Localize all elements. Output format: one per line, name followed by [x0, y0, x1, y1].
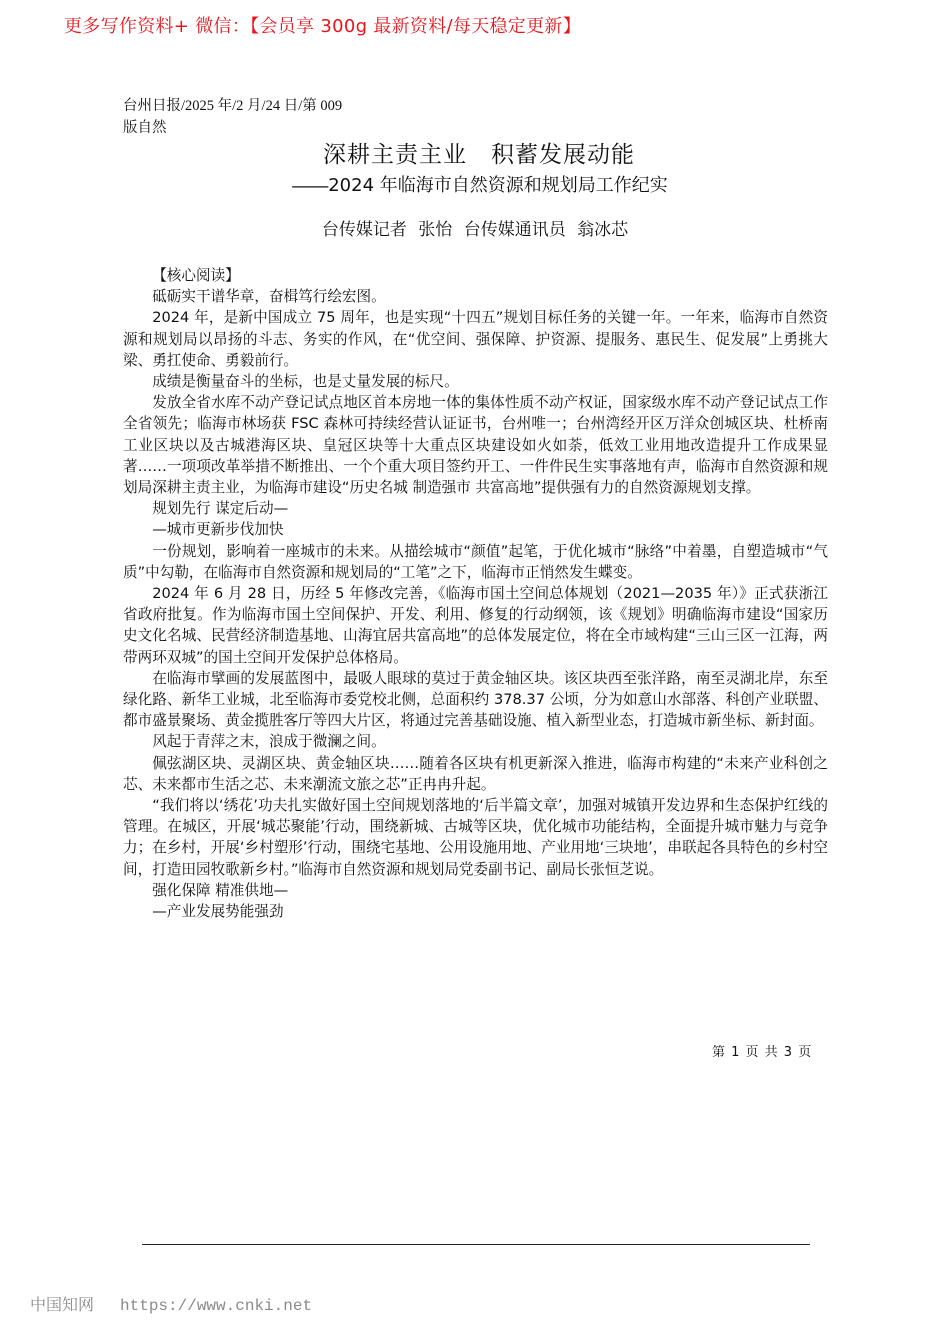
- paragraph: 在临海市擘画的发展蓝图中，最吸人眼球的莫过于黄金轴区块。该区块西至张洋路，南至灵湖北岸，东至绿化路、新华工业城，北至临海市委党校北侧，总面积约 378.37 公顷，分为如意山水部落、科创产业联盟、都市盛景聚场、黄金揽胜客厅等四大片区，将通过完善基础设施、植入新型业态，打造城市新坐标、新封面。: [123, 669, 828, 730]
- article-title-text: 深耕主责主业 积蓄发展动能: [323, 142, 635, 168]
- source-line-1: 台州日报/2025 年/2 月/24 日/第 009: [123, 98, 343, 114]
- paragraph: 成绩是衡量奋斗的坐标，也是丈量发展的标尺。: [152, 373, 459, 391]
- cnki-brand: 中国知网: [30, 1295, 95, 1314]
- paragraph: 风起于青萍之末，浪成于微澜之间。: [152, 733, 386, 751]
- paragraph: “我们将以‘绣花’功夫扎实做好国土空间规划落地的‘后半篇文章’，加强对城镇开发边界和生态保护红线的管理。在城区，开展‘城芯聚能’行动，围绕新城、古城等区块，优化城市功能结构，全面提升城市魅力与竞争力；在乡村，开展‘乡村塑形’行动，围绕宅基地、公用设施用地、产业用地‘三块地’，串联起各具特色的乡村空间，打造田园牧歌新乡村。”临海市自然资源和规划局党委副书记、副局长张恒芝说。: [123, 797, 828, 878]
- source-citation: [123, 95, 393, 139]
- paragraph: 2024 年 6 月 28 日，历经 5 年修改完善，《临海市国土空间总体规划（2021—2035 年）》正式获浙江省政府批复。作为临海市国土空间保护、开发、利用、修复的行动纲领，该《规划》明确临海市建设“国家历史文化名城、民营经济制造基地、山海宜居共富高地”的总体发展定位，将在全市域构建“三山三区一江海，两带两环双城”的国土空间开发保护总体格局。: [123, 585, 828, 666]
- cnki-footer: [30, 1294, 312, 1317]
- section-heading: —城市更新步伐加快: [152, 521, 284, 539]
- section-heading: 强化保障 精准供地—: [152, 881, 289, 899]
- article-title: [0, 140, 950, 170]
- article-subtitle: [0, 172, 950, 199]
- paragraph: 佩弦湖区块、灵湖区块、黄金轴区块……随着各区块有机更新深入推进，临海市构建的“未来产业科创之芯、未来都市生活之芯、未来潮流文旅之芯”正冉冉升起。: [123, 754, 828, 793]
- subtitle-dash: ——: [292, 175, 329, 195]
- article-body: [123, 265, 828, 922]
- paragraph: 【核心阅读】: [152, 267, 240, 284]
- subtitle-text: 2024 年临海市自然资源和规划局工作纪实: [328, 175, 668, 196]
- paragraph: 2024 年，是新中国成立 75 周年，也是实现“十四五”规划目标任务的关键一年。一年来，临海市自然资源和规划局以昂扬的斗志、务实的作风，在“优空间、强保障、护资源、提服务、惠民生、促发展”上勇挑大梁、勇扛使命、勇毅前行。: [123, 309, 828, 369]
- footer-divider: [142, 1244, 810, 1245]
- promo-banner: 更多写作资料+ 微信：【会员享 300g 最新资料/每天稳定更新】: [64, 16, 581, 37]
- paragraph: 一份规划，影响着一座城市的未来。从描绘城市“颜值”起笔，于优化城市“脉络”中着墨，自塑造城市“气质”中勾勒，在临海市自然资源和规划局的“工笔”之下，临海市正悄然发生蝶变。: [123, 542, 828, 581]
- paragraph: 砥砺实干谱华章，奋楫笃行绘宏图。: [152, 288, 386, 306]
- section-heading: —产业发展势能强劲: [152, 903, 284, 921]
- source-line-2: 版自然: [123, 120, 167, 136]
- byline: 台传媒记者 张怡 台传媒通讯员 翁冰芯: [321, 220, 629, 240]
- paragraph: 发放全省水库不动产登记试点地区首本房地一体的集体性质不动产权证，国家级水库不动产登记试点工作全省领先；临海市林场获 FSC 森林可持续经营认证证书，台州唯一；台州湾经开区万洋众创城区块、杜桥南工业区块以及古城港海区块、皇冠区块等十大重点区块建设如火如荼，低效工业用地改造提升工作成果显著……一项项改革举措不断推出、一个个重大项目签约开工、一件件民生实事落地有声，临海市自然资源和规划局深耕主责主业，为临海市建设“历史名城 制造强市 共富高地”提供强有力的自然资源规划支撑。: [123, 394, 828, 497]
- section-heading: 规划先行 谋定后动—: [152, 500, 289, 518]
- page-indicator: 第 1 页 共 3 页: [712, 1045, 812, 1060]
- cnki-url-link[interactable]: https://www.cnki.net: [120, 1297, 313, 1315]
